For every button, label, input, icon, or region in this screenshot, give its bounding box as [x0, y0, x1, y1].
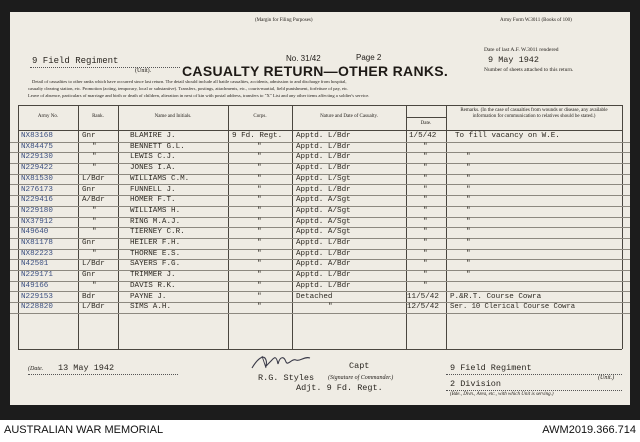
- date-label: (Date.: [28, 366, 44, 372]
- header-name: Name and Initials.: [154, 114, 192, 119]
- cell-nature: ": [328, 303, 333, 312]
- division-label: (Bde., Divn., Area, etc., with which Unit is serving.): [450, 392, 554, 397]
- instruction-line-1: Detail of casualties to other ranks which have occurred since last return. The detail should include all battle casualties, accidents, admission to and discharge from hospital,: [32, 79, 347, 84]
- cell-army-no: N229416: [21, 196, 53, 205]
- cell-army-no: N49166: [21, 281, 49, 290]
- cell-name: RING M.A.J.: [130, 217, 181, 226]
- cell-rank: Bdr: [82, 292, 96, 301]
- commander-signature: [248, 350, 320, 372]
- casualty-return-form: [10, 12, 630, 405]
- cell-nature: Apptd. L/Bdr: [296, 185, 351, 194]
- cell-corps: ": [257, 271, 262, 280]
- margin-note: (Margin for Filing Purposes): [255, 18, 313, 23]
- table-top-rule: [18, 105, 622, 106]
- cell-date: ": [423, 228, 428, 237]
- cell-rank: Gnr: [82, 132, 96, 140]
- cell-nature: Apptd. A/Sgt: [296, 206, 351, 215]
- header-remarks: Remarks. (In the case of casualties from wounds or disease, any available information for communication to relatives should be stated.): [460, 108, 608, 119]
- cell-remarks: ": [466, 239, 471, 247]
- cell-rank: Gnr: [82, 185, 96, 194]
- cell-nature: Apptd. L/Bdr: [296, 239, 351, 247]
- cell-remarks: ": [466, 271, 471, 280]
- signature-label: (Signature of Commander.): [328, 375, 394, 381]
- cell-army-no: NX81530: [21, 174, 53, 183]
- cell-date: 1/5/42: [409, 132, 437, 140]
- cell-nature: Apptd. L/Bdr: [296, 249, 351, 258]
- cell-name: JONES I.A.: [130, 164, 176, 173]
- cell-date: ": [423, 185, 428, 194]
- cell-army-no: N229171: [21, 271, 53, 280]
- cell-nature: Apptd. L/Bdr: [296, 164, 351, 173]
- cell-date: ": [423, 153, 428, 162]
- division-value: 2 Division: [450, 379, 502, 389]
- cell-rank: ": [92, 249, 97, 258]
- header-nature: Nature and Date of Casualty.: [320, 114, 378, 119]
- cell-remarks: ": [466, 164, 471, 173]
- table-row: [10, 302, 630, 314]
- unit-value-label: (Unit.): [598, 375, 615, 381]
- cell-name: FUNNELL J.: [130, 185, 176, 194]
- cell-name: TRIMMER J.: [130, 271, 176, 280]
- cell-remarks: ": [466, 196, 471, 205]
- cell-rank: ": [92, 142, 97, 151]
- army-form-label: Army Form W.3011 (Books of 100): [500, 18, 572, 23]
- last-return-date: 9 May 1942: [488, 55, 540, 65]
- cell-name: TIERNEY C.R.: [130, 228, 185, 237]
- cell-army-no: N49640: [21, 228, 49, 237]
- cell-rank: ": [92, 228, 97, 237]
- cell-name: BLAMIRE J.: [130, 132, 176, 140]
- cell-corps: ": [257, 292, 262, 301]
- cell-army-no: NX84475: [21, 142, 53, 151]
- cell-remarks: P.&R.T. Course Cowra: [450, 292, 542, 301]
- cell-rank: L/Bdr: [82, 260, 105, 269]
- header-date: Date.: [420, 121, 432, 126]
- division-underline: [446, 390, 622, 391]
- cell-date: ": [423, 217, 428, 226]
- cell-date: ": [423, 206, 428, 215]
- instruction-line-2: casualty clearing station, etc. Promotion (acting, temporary, local or substantive). Transfers, postings, attachments, etc., courts-martial, field punishment, forfeiture of pay, etc.: [28, 86, 349, 91]
- cell-army-no: NX82223: [21, 249, 53, 258]
- cell-army-no: N42501: [21, 260, 49, 269]
- header-rank: Rank.: [92, 114, 104, 119]
- cell-name: DAVIS R.K.: [130, 281, 176, 290]
- signer-post: Adjt. 9 Fd. Regt.: [296, 383, 383, 393]
- cell-nature: Apptd. L/Sgt: [296, 174, 351, 183]
- sheets-label: Number of sheets attached to this return.: [484, 67, 574, 73]
- cell-army-no: N229153: [21, 292, 53, 301]
- cell-date: 11/5/42: [407, 292, 439, 301]
- cell-date: ": [423, 196, 428, 205]
- cell-rank: ": [92, 206, 97, 215]
- date-underline: [28, 374, 178, 375]
- cell-remarks: Ser. 10 Clerical Course Cowra: [450, 303, 576, 312]
- cell-corps: ": [257, 206, 262, 215]
- cell-corps: ": [257, 281, 262, 290]
- cell-date: ": [423, 271, 428, 280]
- cell-name: WILLIAMS C.M.: [130, 174, 190, 183]
- cell-nature: Apptd. L/Bdr: [296, 142, 351, 151]
- unit-underline: [30, 67, 180, 68]
- cell-nature: Apptd. A/Sgt: [296, 217, 351, 226]
- cell-corps: ": [257, 185, 262, 194]
- cell-corps: ": [257, 228, 262, 237]
- unit-value: 9 Field Regiment: [450, 363, 532, 373]
- cell-date: ": [423, 249, 428, 258]
- cell-rank: ": [92, 153, 97, 162]
- unit-name: 9 Field Regiment: [32, 56, 119, 66]
- cell-date: 12/5/42: [407, 303, 439, 312]
- cell-remarks: ": [466, 217, 471, 226]
- cell-army-no: N228820: [21, 303, 53, 312]
- cell-corps: ": [257, 174, 262, 183]
- cell-corps: 9 Fd. Regt.: [232, 132, 283, 140]
- cell-nature: Apptd. L/Bdr: [296, 281, 351, 290]
- cell-rank: A/Bdr: [82, 196, 105, 205]
- cell-date: ": [423, 239, 428, 247]
- cell-army-no: NX37912: [21, 217, 53, 226]
- cell-name: SAYERS F.G.: [130, 260, 181, 269]
- cell-remarks: ": [466, 249, 471, 258]
- cell-army-no: N229180: [21, 206, 53, 215]
- cell-nature: Apptd. L/Bdr: [296, 271, 351, 280]
- cell-remarks: ": [466, 185, 471, 194]
- cell-army-no: N229422: [21, 164, 53, 173]
- cell-rank: ": [92, 164, 97, 173]
- cell-name: PAYNE J.: [130, 292, 167, 301]
- cell-date: ": [423, 164, 428, 173]
- unit-value-underline: [446, 374, 622, 375]
- cell-remarks: To fill vacancy on W.E.: [455, 132, 560, 140]
- cell-name: HEILER F.H.: [130, 239, 181, 247]
- cell-corps: ": [257, 164, 262, 173]
- cell-remarks: ": [466, 153, 471, 162]
- cell-rank: ": [92, 217, 97, 226]
- cell-name: WILLIAMS H.: [130, 206, 181, 215]
- return-number: No. 31/42: [286, 54, 321, 63]
- table-bottom-rule: [18, 349, 622, 350]
- cell-name: SIMS A.H.: [130, 303, 172, 312]
- cell-remarks: ": [466, 174, 471, 183]
- instruction-line-3: Leave of absence, particulars of marriage and birth or death of children, alteration in next of kin with postal address, transfers to "X" List and any other items affecting a soldier's service.: [28, 93, 370, 98]
- cell-date: ": [423, 174, 428, 183]
- cell-nature: Apptd. L/Bdr: [296, 153, 351, 162]
- cell-rank: Gnr: [82, 271, 96, 280]
- cell-date: ": [423, 281, 428, 290]
- cell-name: LEWIS C.J.: [130, 153, 176, 162]
- cell-name: BENNETT G.L.: [130, 142, 185, 151]
- last-return-label: Date of last A.F. W.3011 rendered: [484, 47, 559, 53]
- cell-remarks: ": [466, 206, 471, 215]
- cell-corps: ": [257, 239, 262, 247]
- return-date: 13 May 1942: [58, 363, 115, 373]
- signer-rank: Capt: [349, 361, 370, 371]
- cell-name: THORNE E.S.: [130, 249, 181, 258]
- cell-date: ": [423, 142, 428, 151]
- cell-rank: L/Bdr: [82, 174, 105, 183]
- cell-nature: Detached: [296, 292, 333, 301]
- cell-date: ": [423, 260, 428, 269]
- cell-army-no: N276173: [21, 185, 53, 194]
- header-corps: Corps.: [253, 114, 267, 119]
- cell-remarks: ": [466, 228, 471, 237]
- cell-rank: ": [92, 281, 97, 290]
- cell-rank: L/Bdr: [82, 303, 105, 312]
- form-title: CASUALTY RETURN—OTHER RANKS.: [182, 63, 449, 79]
- credit-accession-number: AWM2019.366.714: [542, 424, 636, 436]
- page-number: Page 2: [356, 53, 382, 62]
- cell-corps: ": [257, 260, 262, 269]
- cell-nature: Apptd. A/Sgt: [296, 196, 351, 205]
- cell-corps: ": [257, 153, 262, 162]
- unit-label: (Unit).: [135, 68, 152, 74]
- cell-nature: Apptd. A/Bdr: [296, 260, 351, 269]
- cell-corps: ": [257, 142, 262, 151]
- signer-name: R.G. Styles: [258, 373, 315, 383]
- archive-credit-bar: [0, 420, 640, 442]
- cell-army-no: N229130: [21, 153, 53, 162]
- cell-rank: Gnr: [82, 239, 96, 247]
- credit-institution: AUSTRALIAN WAR MEMORIAL: [4, 424, 164, 436]
- cell-army-no: NX83168: [21, 132, 53, 140]
- cell-name: HOMER F.T.: [130, 196, 176, 205]
- cell-nature: Apptd. L/Bdr: [296, 132, 351, 140]
- date-subheader-rule: [406, 117, 446, 118]
- cell-remarks: ": [466, 260, 471, 269]
- cell-corps: ": [257, 196, 262, 205]
- cell-army-no: NX81178: [21, 239, 53, 247]
- header-army-no: Army No.: [37, 114, 59, 119]
- cell-nature: Apptd. A/Sgt: [296, 228, 351, 237]
- cell-corps: ": [257, 249, 262, 258]
- cell-corps: ": [257, 303, 262, 312]
- cell-corps: ": [257, 217, 262, 226]
